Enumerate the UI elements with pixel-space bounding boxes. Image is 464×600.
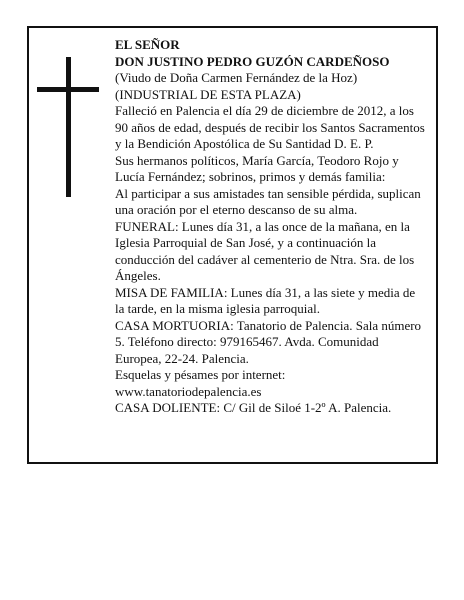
cross-vertical-bar: [66, 57, 71, 197]
widower-line: (Viudo de Doña Carmen Fernández de la Hoz): [115, 70, 358, 85]
cross-icon: [37, 57, 99, 197]
mass-paragraph: MISA DE FAMILIA: Lunes día 31, a las siete y media de la tarde, en la misma iglesia parroquial.: [115, 284, 416, 316]
mortuary-paragraph: CASA MORTUORIA: Tanatorio de Palencia. Sala número 5. Teléfono directo: 979165467. Avda. Comunidad Europea, 22-24. Palencia.: [115, 317, 422, 366]
obituary-text: [115, 37, 425, 417]
occupation-line: (INDUSTRIAL DE ESTA PLAZA): [115, 86, 301, 102]
cross-horizontal-bar: [37, 87, 99, 92]
request-paragraph: Al participar a sus amistades tan sensible pérdida, suplican una oración por el eterno descanso de su alma.: [115, 185, 421, 217]
internet-paragraph: Esquelas y pésames por internet: www.tanatoriodepalencia.es: [115, 367, 286, 399]
family-paragraph: Sus hermanos políticos, María García, Teodoro Rojo y Lucía Fernández; sobrinos, primos y demás familia:: [115, 152, 399, 184]
deceased-title: EL SEÑOR: [115, 37, 180, 52]
funeral-paragraph: FUNERAL: Lunes día 31, a las once de la mañana, en la Iglesia Parroquial de San José, y a continuación la conducción del cadáver al cementerio de Ntra. Sra. de los Ángeles.: [115, 218, 415, 283]
deceased-name: DON JUSTINO PEDRO GUZÓN CARDEÑOSO: [115, 53, 390, 69]
death-paragraph: Falleció en Palencia el día 29 de diciembre de 2012, a los 90 años de edad, después de recibir los Santos Sacramentos y la Bendición Apostólica de Su Santidad D. E. P.: [115, 103, 425, 151]
mourning-house-paragraph: CASA DOLIENTE: C/ Gil de Siloé 1-2º A. Palencia.: [115, 400, 392, 415]
